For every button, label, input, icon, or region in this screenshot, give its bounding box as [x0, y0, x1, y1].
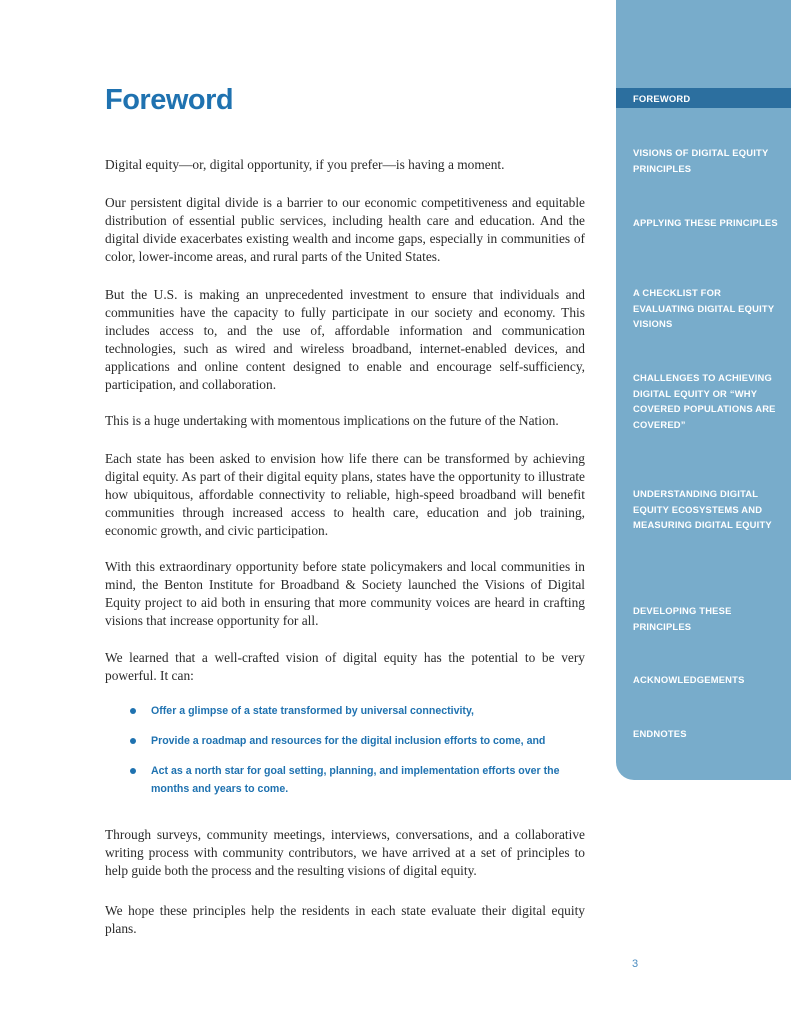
- sidebar-item-foreword[interactable]: [616, 88, 791, 108]
- sidebar-item-acknowledgements[interactable]: ACKNOWLEDGEMENTS: [633, 674, 745, 685]
- sidebar-item-label: FOREWORD: [633, 93, 691, 104]
- bullet-text: Act as a north star for goal setting, planning, and implementation efforts over the months and years to come.: [151, 765, 560, 795]
- paragraph-vision-power: We learned that a well-crafted vision of digital equity has the potential to be very powerful. It can:: [105, 650, 585, 683]
- page-number: 3: [632, 958, 639, 970]
- sidebar-item-applying-principles[interactable]: APPLYING THESE PRINCIPLES: [633, 217, 778, 228]
- paragraph-investment: But the U.S. is making an unprecedented investment to ensure that individuals and communities have the capacity to fully participate in our society and economy. This includes access to, and the use of, affordable information and communication technologies, such as wired and wireless broadband, internet-enabled devices, and applications and online content designed to enable and encourage self-sufficiency, participation, and collaboration.: [105, 287, 585, 392]
- bullet-dot: [130, 708, 136, 714]
- bullet-item: [130, 732, 580, 750]
- bullet-item: [130, 762, 580, 798]
- bullet-dot: [130, 768, 136, 774]
- sidebar-nav: [616, 0, 791, 780]
- paragraph-benton-project: With this extraordinary opportunity before state policymakers and local communities in mind, the Benton Institute for Broadband & Society launched the Visions of Digital Equity project to aid both in ensuring that more community voices are heard in crafting visions that increase opportunity for all.: [105, 559, 585, 628]
- sidebar-item-developing[interactable]: DEVELOPING THESE PRINCIPLES: [633, 605, 732, 632]
- paragraph-state-plans: Each state has been asked to envision how life there can be transformed by achieving digital equity. As part of their digital equity plans, states have the opportunity to illustrate how ubiquitous, affordable connectivity to reliable, high-speed broadband will benefit communities through increased access to health care, education and job training, economic growth, and civic participation.: [105, 451, 585, 538]
- paragraph-closing: We hope these principles help the residents in each state evaluate their digital equity plans.: [105, 903, 585, 936]
- bullet-text: Offer a glimpse of a state transformed by universal connectivity,: [151, 705, 475, 717]
- sidebar-item-challenges[interactable]: CHALLENGES TO ACHIEVING DIGITAL EQUITY OR “WHY COVERED POPULATIONS ARE COVERED”: [633, 372, 776, 430]
- paragraph-intro: Digital equity—or, digital opportunity, if you prefer—is having a moment.: [105, 157, 505, 172]
- page-title: Foreword: [105, 84, 234, 116]
- bullet-text: Provide a roadmap and resources for the digital inclusion efforts to come, and: [151, 735, 546, 747]
- sidebar-item-checklist[interactable]: A CHECKLIST FOR EVALUATING DIGITAL EQUITY VISIONS: [633, 287, 775, 329]
- sidebar-item-ecosystems[interactable]: UNDERSTANDING DIGITAL EQUITY ECOSYSTEMS AND MEASURING DIGITAL EQUITY: [633, 488, 772, 530]
- bullet-dot: [130, 738, 136, 744]
- paragraph-digital-divide: Our persistent digital divide is a barrier to our economic competitiveness and equitable distribution of essential public services, including health care and education. And the digital divide exacerbates existing wealth and income gaps, especially in communities of color, lower-income areas, and rural parts of the United States.: [105, 195, 585, 264]
- sidebar-item-visions-principles[interactable]: VISIONS OF DIGITAL EQUITY PRINCIPLES: [633, 147, 769, 174]
- paragraph-process: Through surveys, community meetings, interviews, conversations, and a collaborative writing process with community contributors, we have arrived at a set of principles to help guide both the process and the resulting visions of digital equity.: [105, 827, 585, 878]
- sidebar-item-endnotes[interactable]: ENDNOTES: [633, 728, 687, 739]
- bullet-item: [130, 702, 580, 720]
- vision-bullet-list: [130, 702, 580, 810]
- paragraph-undertaking: This is a huge undertaking with momentous implications on the future of the Nation.: [105, 413, 559, 428]
